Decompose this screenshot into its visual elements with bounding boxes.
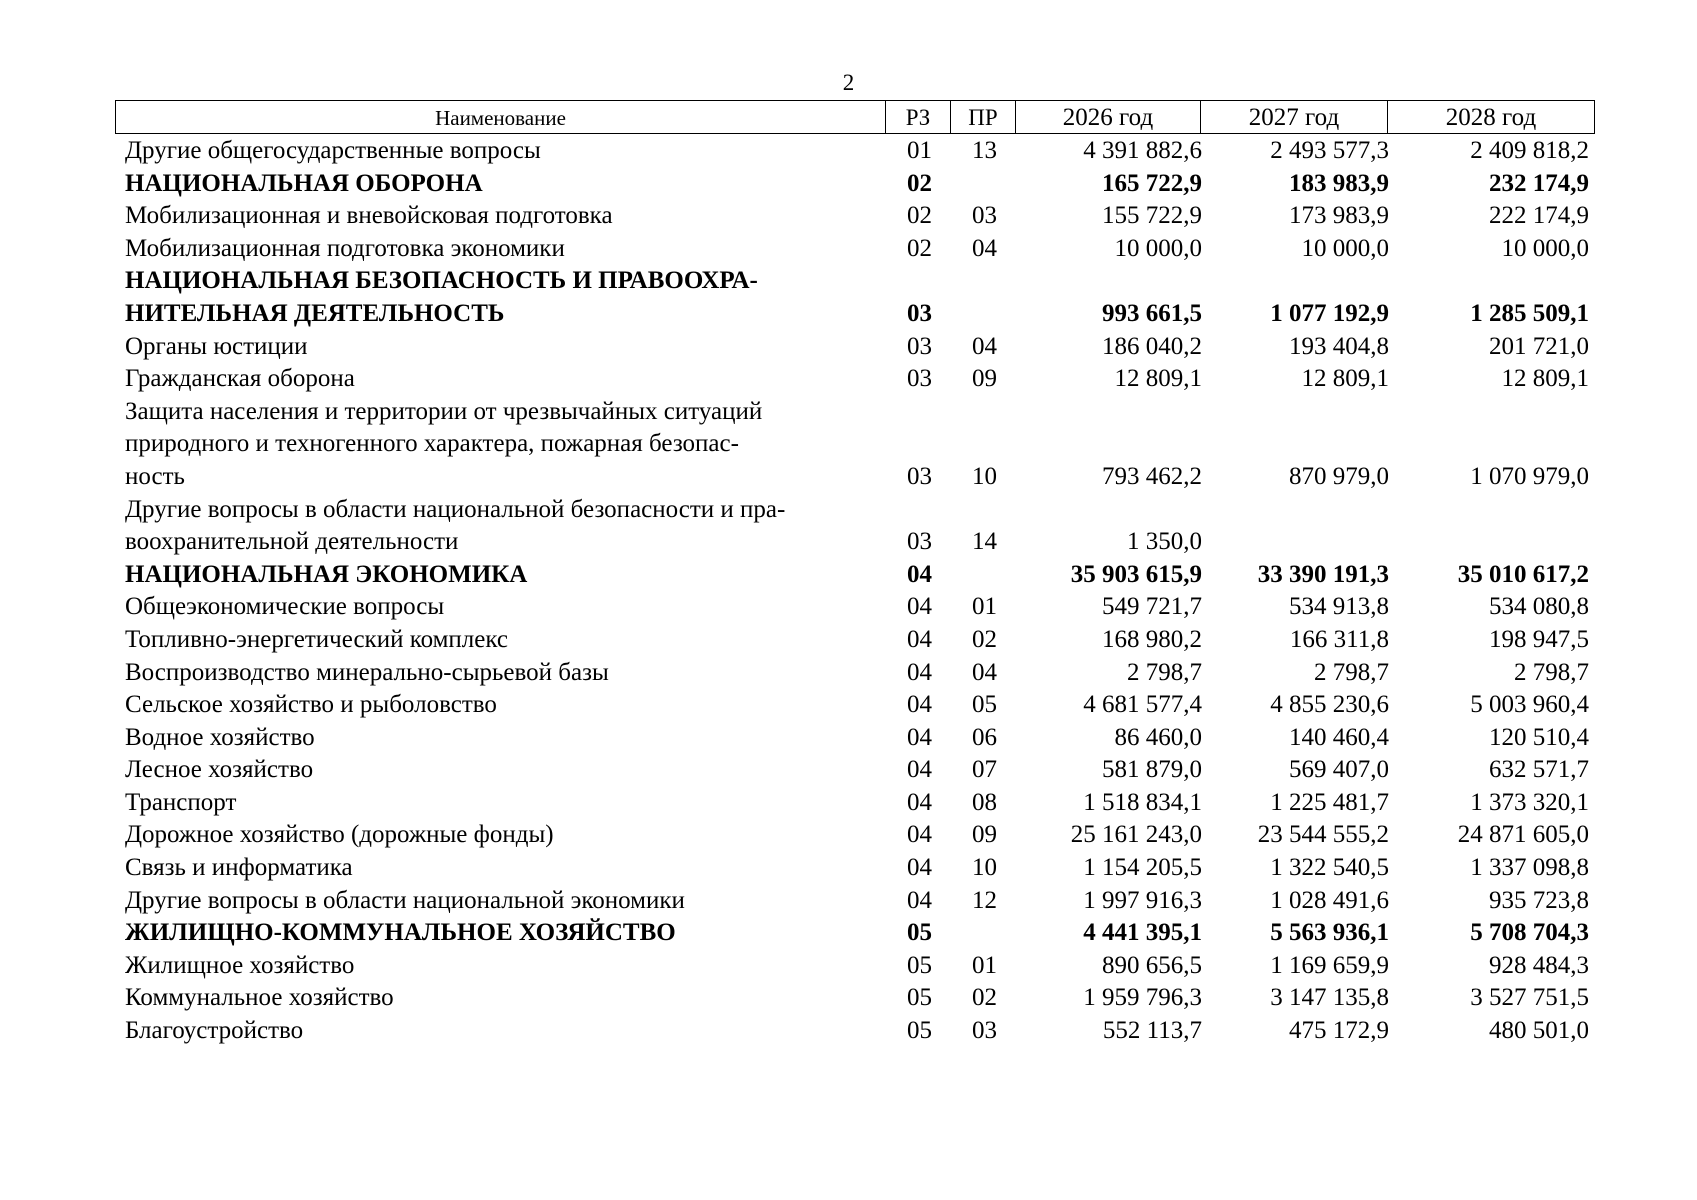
row-pr: 12 xyxy=(972,886,997,914)
row-rz: 04 xyxy=(907,854,932,882)
row-name: ЖИЛИЩНО-КОММУНАЛЬНОЕ ХОЗЯЙСТВО xyxy=(125,919,676,947)
row-value-2028: 222 174,9 xyxy=(1489,202,1589,230)
row-name: Мобилизационная и вневойсковая подготовка xyxy=(125,202,613,230)
row-value-2027: 1 169 659,9 xyxy=(1270,951,1389,979)
row-value-2027: 1 225 481,7 xyxy=(1270,788,1389,816)
header-name: Наименование xyxy=(116,101,886,133)
row-name: Водное хозяйство xyxy=(125,723,315,751)
row-pr: 04 xyxy=(972,658,997,686)
row-value-2028: 5 708 704,3 xyxy=(1470,919,1589,947)
row-value-2028: 10 000,0 xyxy=(1501,234,1589,262)
row-value-2027: 173 983,9 xyxy=(1289,202,1389,230)
row-pr: 03 xyxy=(972,1017,997,1045)
row-rz: 04 xyxy=(907,788,932,816)
table-row xyxy=(125,331,1595,364)
row-name: Органы юстиции xyxy=(125,332,308,360)
table-row xyxy=(125,754,1595,787)
row-name: НАЦИОНАЛЬНАЯ БЕЗОПАСНОСТЬ И ПРАВООХРА- НИТЕЛЬНАЯ ДЕЯТЕЛЬНОСТЬ xyxy=(125,267,758,327)
row-pr: 09 xyxy=(972,821,997,849)
row-name: Сельское хозяйство и рыболовство xyxy=(125,691,497,719)
row-rz: 05 xyxy=(907,951,932,979)
row-value-2028: 24 871 605,0 xyxy=(1457,821,1589,849)
row-value-2026: 4 681 577,4 xyxy=(1083,691,1202,719)
row-value-2028: 1 373 320,1 xyxy=(1470,788,1589,816)
row-name: Благоустройство xyxy=(125,1017,304,1045)
table-row xyxy=(125,982,1595,1015)
header-pr: ПР xyxy=(951,101,1016,133)
row-value-2027: 12 809,1 xyxy=(1301,365,1389,393)
row-value-2027: 10 000,0 xyxy=(1301,234,1389,262)
section-row xyxy=(125,168,1595,201)
row-pr: 04 xyxy=(972,332,997,360)
row-value-2027: 166 311,8 xyxy=(1289,625,1389,653)
row-value-2028: 201 721,0 xyxy=(1489,332,1589,360)
row-value-2028: 232 174,9 xyxy=(1489,169,1589,197)
row-value-2028: 632 571,7 xyxy=(1489,756,1589,784)
row-value-2028: 935 723,8 xyxy=(1489,886,1589,914)
row-value-2026: 4 441 395,1 xyxy=(1083,919,1202,947)
row-value-2027: 33 390 191,3 xyxy=(1257,560,1389,588)
section-row xyxy=(125,559,1595,592)
row-value-2028: 1 285 509,1 xyxy=(1470,299,1589,327)
table-row xyxy=(125,657,1595,690)
row-value-2026: 1 959 796,3 xyxy=(1083,984,1202,1012)
row-value-2027: 140 460,4 xyxy=(1289,723,1389,751)
row-value-2026: 581 879,0 xyxy=(1102,756,1202,784)
row-pr: 02 xyxy=(972,625,997,653)
row-rz: 04 xyxy=(907,625,932,653)
section-row xyxy=(125,265,1595,330)
row-value-2028: 480 501,0 xyxy=(1489,1017,1589,1045)
row-rz: 04 xyxy=(907,756,932,784)
row-value-2028: 5 003 960,4 xyxy=(1470,691,1589,719)
table-row xyxy=(125,591,1595,624)
row-rz: 04 xyxy=(907,886,932,914)
row-value-2028: 3 527 751,5 xyxy=(1470,984,1589,1012)
row-name: Другие вопросы в области национальной безопасности и пра- воохранительной деятельности xyxy=(125,495,786,556)
row-value-2027: 569 407,0 xyxy=(1289,756,1389,784)
row-value-2026: 186 040,2 xyxy=(1102,332,1202,360)
row-value-2028: 35 010 617,2 xyxy=(1457,560,1589,588)
row-value-2027: 534 913,8 xyxy=(1289,593,1389,621)
row-value-2027: 1 322 540,5 xyxy=(1270,854,1389,882)
table-row xyxy=(125,950,1595,983)
row-value-2028: 2 409 818,2 xyxy=(1470,137,1589,164)
row-rz: 03 xyxy=(907,528,932,556)
row-pr: 06 xyxy=(972,723,997,751)
table-row xyxy=(125,819,1595,852)
row-value-2026: 1 350,0 xyxy=(1127,528,1202,556)
table-row xyxy=(125,200,1595,233)
table-row xyxy=(125,1015,1595,1048)
table-row xyxy=(125,135,1595,168)
table-header xyxy=(115,100,1595,134)
row-value-2027: 193 404,8 xyxy=(1289,332,1389,360)
row-name: Жилищное хозяйство xyxy=(125,951,355,979)
row-pr: 10 xyxy=(972,854,997,882)
table-row xyxy=(125,363,1595,396)
row-value-2027: 5 563 936,1 xyxy=(1270,919,1389,947)
row-value-2026: 86 460,0 xyxy=(1114,723,1202,751)
row-value-2026: 35 903 615,9 xyxy=(1070,560,1202,588)
row-rz: 05 xyxy=(907,984,932,1012)
table-row xyxy=(125,885,1595,918)
row-value-2028: 1 070 979,0 xyxy=(1470,462,1589,490)
header-year-2028: 2028 год xyxy=(1445,104,1537,131)
row-name: Защита населения и территории от чрезвычайных ситуаций природного и техногенного характера, пожарная безопас- ность xyxy=(125,397,763,490)
row-value-2027: 2 798,7 xyxy=(1314,658,1389,686)
row-rz: 01 xyxy=(907,137,932,164)
row-value-2026: 2 798,7 xyxy=(1127,658,1202,686)
row-value-2028: 120 510,4 xyxy=(1489,723,1589,751)
row-rz: 03 xyxy=(907,332,932,360)
row-value-2026: 993 661,5 xyxy=(1102,299,1202,327)
row-name: Связь и информатика xyxy=(125,854,353,882)
table-row xyxy=(125,689,1595,722)
row-name: Гражданская оборона xyxy=(125,365,355,393)
row-rz: 03 xyxy=(907,299,932,327)
row-pr: 09 xyxy=(972,365,997,393)
row-pr: 14 xyxy=(972,528,997,556)
row-value-2028: 928 484,3 xyxy=(1489,951,1589,979)
section-row xyxy=(125,917,1595,950)
row-rz: 03 xyxy=(907,462,932,490)
row-value-2028: 198 947,5 xyxy=(1489,625,1589,653)
row-value-2027: 183 983,9 xyxy=(1289,169,1389,197)
table-row xyxy=(125,624,1595,657)
row-value-2026: 4 391 882,6 xyxy=(1083,137,1202,164)
row-value-2027: 2 493 577,3 xyxy=(1270,137,1389,164)
row-value-2026: 12 809,1 xyxy=(1114,365,1202,393)
row-rz: 02 xyxy=(907,169,932,197)
header-rz: РЗ xyxy=(886,101,951,133)
row-value-2027: 1 077 192,9 xyxy=(1270,299,1389,327)
row-value-2026: 1 997 916,3 xyxy=(1083,886,1202,914)
page-number: 2 xyxy=(842,70,855,95)
row-pr: 13 xyxy=(972,137,997,164)
row-value-2027: 870 979,0 xyxy=(1289,462,1389,490)
row-rz: 04 xyxy=(907,593,932,621)
row-value-2026: 1 154 205,5 xyxy=(1083,854,1202,882)
row-rz: 02 xyxy=(907,202,932,230)
row-value-2028: 12 809,1 xyxy=(1501,365,1589,393)
row-value-2026: 793 462,2 xyxy=(1102,462,1202,490)
row-rz: 03 xyxy=(907,365,932,393)
row-value-2028: 534 080,8 xyxy=(1489,593,1589,621)
table-row xyxy=(125,494,1595,559)
row-name: Другие вопросы в области национальной экономики xyxy=(125,886,685,914)
row-name: Другие общегосударственные вопросы xyxy=(125,137,541,164)
row-rz: 04 xyxy=(907,658,932,686)
row-pr: 02 xyxy=(972,984,997,1012)
row-rz: 05 xyxy=(907,1017,932,1045)
row-value-2026: 165 722,9 xyxy=(1102,169,1202,197)
row-value-2028: 1 337 098,8 xyxy=(1470,854,1589,882)
row-rz: 04 xyxy=(907,560,932,588)
row-rz: 05 xyxy=(907,919,932,947)
row-pr: 04 xyxy=(972,234,997,262)
table-row xyxy=(125,852,1595,885)
row-value-2026: 168 980,2 xyxy=(1102,625,1202,653)
row-rz: 04 xyxy=(907,723,932,751)
row-value-2027: 4 855 230,6 xyxy=(1270,691,1389,719)
row-pr: 10 xyxy=(972,462,997,490)
row-value-2027: 475 172,9 xyxy=(1289,1017,1389,1045)
row-value-2027: 3 147 135,8 xyxy=(1270,984,1389,1012)
row-value-2026: 10 000,0 xyxy=(1114,234,1202,262)
row-name: Общеэкономические вопросы xyxy=(125,593,445,621)
row-value-2026: 25 161 243,0 xyxy=(1070,821,1202,849)
table-row xyxy=(125,787,1595,820)
row-name: Лесное хозяйство xyxy=(125,756,314,784)
row-name: НАЦИОНАЛЬНАЯ ОБОРОНА xyxy=(125,169,483,197)
row-pr: 01 xyxy=(972,593,997,621)
row-name: НАЦИОНАЛЬНАЯ ЭКОНОМИКА xyxy=(125,560,528,588)
row-name: Дорожное хозяйство (дорожные фонды) xyxy=(125,821,554,849)
row-value-2026: 549 721,7 xyxy=(1102,593,1202,621)
table-row xyxy=(125,233,1595,266)
row-value-2026: 552 113,7 xyxy=(1102,1017,1202,1045)
row-pr: 08 xyxy=(972,788,997,816)
row-name: Воспроизводство минерально-сырьевой базы xyxy=(125,658,609,686)
row-value-2026: 890 656,5 xyxy=(1102,951,1202,979)
row-rz: 04 xyxy=(907,821,932,849)
header-year-2026: 2026 год xyxy=(1016,101,1201,133)
budget-table-body xyxy=(125,135,1595,1048)
row-pr: 03 xyxy=(972,202,997,230)
row-value-2026: 1 518 834,1 xyxy=(1083,788,1202,816)
table-row xyxy=(125,396,1595,494)
header-year-2027: 2027 год xyxy=(1201,101,1388,133)
row-value-2028: 2 798,7 xyxy=(1514,658,1589,686)
row-name: Топливно-энергетический комплекс xyxy=(125,625,508,653)
row-name: Мобилизационная подготовка экономики xyxy=(125,234,565,262)
row-value-2027: 23 544 555,2 xyxy=(1257,821,1389,849)
row-pr: 05 xyxy=(972,691,997,719)
row-value-2027: 1 028 491,6 xyxy=(1270,886,1389,914)
row-rz: 04 xyxy=(907,691,932,719)
table-row xyxy=(125,722,1595,755)
row-value-2026: 155 722,9 xyxy=(1102,202,1202,230)
row-rz: 02 xyxy=(907,234,932,262)
row-name: Транспорт xyxy=(125,788,237,816)
row-name: Коммунальное хозяйство xyxy=(125,984,394,1012)
row-pr: 07 xyxy=(972,756,997,784)
row-pr: 01 xyxy=(972,951,997,979)
